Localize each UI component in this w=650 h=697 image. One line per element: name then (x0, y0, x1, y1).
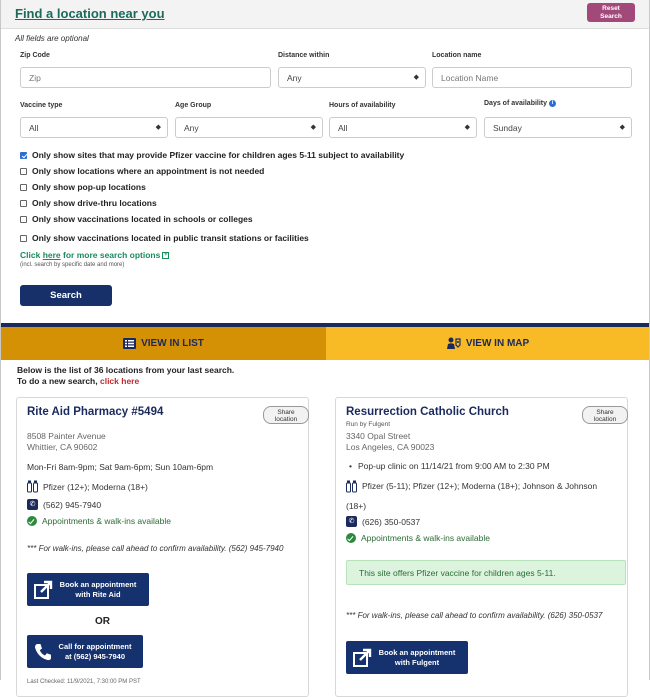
vaccines-row (346, 480, 597, 496)
page-title-link[interactable]: Find a location near you (15, 6, 165, 21)
checkbox-unchecked[interactable] (20, 216, 27, 223)
vaccine-vials-icon (346, 480, 357, 493)
vaccine-type-select[interactable] (20, 117, 168, 138)
select-caret-icon: ◆ (464, 124, 470, 131)
checkbox-unchecked[interactable] (20, 168, 27, 175)
new-search-prefix: To do a new search, (17, 376, 100, 386)
age-group-value: Any (184, 123, 199, 133)
check-circle-icon (27, 516, 37, 526)
search-button[interactable]: Search (20, 285, 112, 306)
call-label-line2: at (562) 945-7940 (64, 651, 126, 661)
vaccines-text-line2: (18+) (346, 501, 367, 511)
more-options-suffix: for more search options (60, 250, 161, 260)
run-by: Run by Fulgent (346, 421, 391, 428)
phone-row (27, 499, 101, 510)
more-options-link[interactable] (20, 250, 169, 260)
external-link-icon (33, 580, 53, 600)
availability-text: Appointments & walk-ins available (42, 516, 171, 526)
address-line-2: Los Angeles, CA 90023 (346, 441, 435, 452)
share-location-label: Share location (274, 408, 298, 423)
zip-label: Zip Code (20, 52, 50, 59)
walkin-note: *** For walk-ins, please call ahead to confirm availability. (562) 945-7940 (27, 544, 284, 553)
days-label-text: Days of availability (484, 100, 548, 107)
more-options-here-link[interactable]: here (42, 250, 61, 260)
share-location-button[interactable] (582, 406, 628, 424)
checkbox-transit[interactable] (20, 233, 309, 243)
call-label (53, 642, 143, 662)
checkbox-checked[interactable] (20, 152, 27, 159)
phone-number[interactable]: (562) 945-7940 (43, 499, 102, 510)
checkbox-label: Only show locations where an appointment is not needed (32, 166, 265, 176)
tab-view-in-list[interactable] (1, 327, 326, 360)
age-group-select[interactable] (175, 117, 323, 138)
tab-view-in-map[interactable] (326, 327, 649, 360)
external-link-icon (352, 648, 372, 668)
list-icon (123, 338, 136, 349)
checkbox-pop-up[interactable] (20, 182, 146, 192)
checkbox-unchecked[interactable] (20, 184, 27, 191)
select-caret-icon: ◆ (155, 124, 161, 131)
book-label (53, 580, 149, 600)
book-label-line2: with Fulgent (394, 657, 440, 667)
call-label-line1: Call for appointment (58, 641, 132, 651)
tab-list-label: VIEW IN LIST (141, 338, 204, 349)
share-location-label: Share location (593, 408, 617, 423)
location-card (335, 397, 628, 697)
location-name-placeholder: Location Name (441, 73, 499, 83)
address-line-1: 3340 Opal Street (346, 431, 411, 441)
book-label-line1: Book an appointment (378, 647, 456, 657)
address (346, 431, 434, 452)
checkbox-schools[interactable] (20, 214, 253, 224)
book-label-line1: Book an appointment (59, 579, 137, 589)
checkbox-pfizer-kids[interactable] (20, 150, 404, 160)
distance-select[interactable] (278, 67, 426, 88)
vaccines-text: Pfizer (12+); Moderna (18+) (43, 481, 148, 492)
checkbox-label: Only show vaccinations located in public transit stations or facilities (32, 233, 309, 243)
map-person-icon (446, 337, 461, 350)
checkbox-label: Only show vaccinations located in schools or colleges (32, 214, 253, 224)
hours-label: Hours of availability (329, 102, 396, 109)
availability-row (346, 533, 490, 543)
select-caret-icon: ◆ (310, 124, 316, 131)
distance-label: Distance within (278, 52, 330, 59)
book-appointment-button[interactable] (27, 573, 149, 606)
checkbox-label: Only show drive-thru locations (32, 198, 157, 208)
select-caret-icon: ◆ (413, 74, 419, 81)
location-name-input[interactable] (432, 67, 632, 88)
days-value: Sunday (493, 123, 522, 133)
book-label (372, 648, 468, 668)
last-checked: Last Checked: 11/9/2021, 7:30:00 PM PST (27, 679, 141, 685)
vaccines-text (362, 480, 597, 496)
walkin-note: *** For walk-ins, please call ahead to confirm availability. (626) 350-0537 (346, 611, 603, 620)
location-name: Rite Aid Pharmacy #5494 (27, 406, 164, 418)
zip-input[interactable] (20, 67, 271, 88)
days-label (484, 100, 556, 107)
location-name: Resurrection Catholic Church (346, 406, 509, 418)
checkbox-unchecked[interactable] (20, 200, 27, 207)
availability-row (27, 516, 171, 526)
results-summary (17, 365, 234, 387)
tab-map-label: VIEW IN MAP (465, 338, 530, 349)
address-line-2: Whittier, CA 90602 (27, 441, 98, 452)
share-location-button[interactable] (263, 406, 309, 424)
more-options-prefix: Click (20, 250, 43, 260)
checkbox-no-appointment[interactable] (20, 166, 264, 176)
phone-icon: ✆ (27, 499, 38, 510)
results-new-search-line (17, 376, 234, 387)
checkbox-label: Only show pop-up locations (32, 182, 146, 192)
hours-select[interactable] (329, 117, 477, 138)
hours-value: All (338, 123, 348, 133)
or-separator: OR (95, 616, 110, 627)
reset-search-label: Reset Search (600, 5, 622, 20)
header-bar (1, 0, 649, 29)
vaccine-vials-icon (27, 480, 38, 493)
reset-search-button[interactable] (587, 3, 635, 22)
popup-clinic-info: • Pop-up clinic on 11/14/21 from 9:00 AM to 2:30 PM (358, 461, 550, 471)
phone-row (346, 516, 420, 527)
address-line-1: 8508 Painter Avenue (27, 431, 106, 441)
vaccines-row (27, 480, 148, 493)
results-count-line: Below is the list of 36 locations from your last search. (17, 365, 235, 375)
hours: Mon-Fri 8am-9pm; Sat 9am-6pm; Sun 10am-6pm (27, 462, 214, 472)
days-select[interactable] (484, 117, 632, 138)
phone-handset-icon (33, 642, 53, 662)
vaccine-type-value: All (29, 123, 39, 133)
checkbox-drive-thru[interactable] (20, 198, 157, 208)
vaccines-text-line1: Pfizer (5-11); Pfizer (12+); Moderna (18+); Johnson & Johnson (362, 481, 598, 491)
address (27, 431, 106, 452)
availability-text: Appointments & walk-ins available (361, 533, 490, 543)
select-caret-icon: ◆ (619, 124, 625, 131)
more-options-subtext: (incl. search by specific date and more) (20, 262, 125, 268)
info-icon[interactable]: i (549, 100, 556, 107)
vaccine-type-label: Vaccine type (20, 102, 63, 109)
call-appointment-button[interactable] (27, 635, 143, 668)
phone-number[interactable]: (626) 350-0537 (362, 516, 421, 527)
checkbox-label: Only show sites that may provide Pfizer vaccine for children ages 5-11 subject to availability (32, 150, 405, 160)
book-appointment-button[interactable] (346, 641, 468, 674)
zip-placeholder: Zip (29, 73, 41, 83)
kids-vaccine-notice: This site offers Pfizer vaccine for children ages 5-11. (346, 560, 626, 585)
distance-value: Any (287, 73, 302, 83)
expand-plus-icon[interactable]: + (164, 252, 168, 259)
checkbox-unchecked[interactable] (20, 235, 27, 242)
optional-note: All fields are optional (15, 34, 89, 43)
new-search-link[interactable]: click here (99, 376, 140, 386)
location-name-label: Location name (432, 52, 482, 59)
book-label-line2: with Rite Aid (75, 589, 121, 599)
age-group-label: Age Group (175, 102, 212, 109)
location-card (16, 397, 309, 697)
phone-icon: ✆ (346, 516, 357, 527)
check-circle-icon (346, 533, 356, 543)
